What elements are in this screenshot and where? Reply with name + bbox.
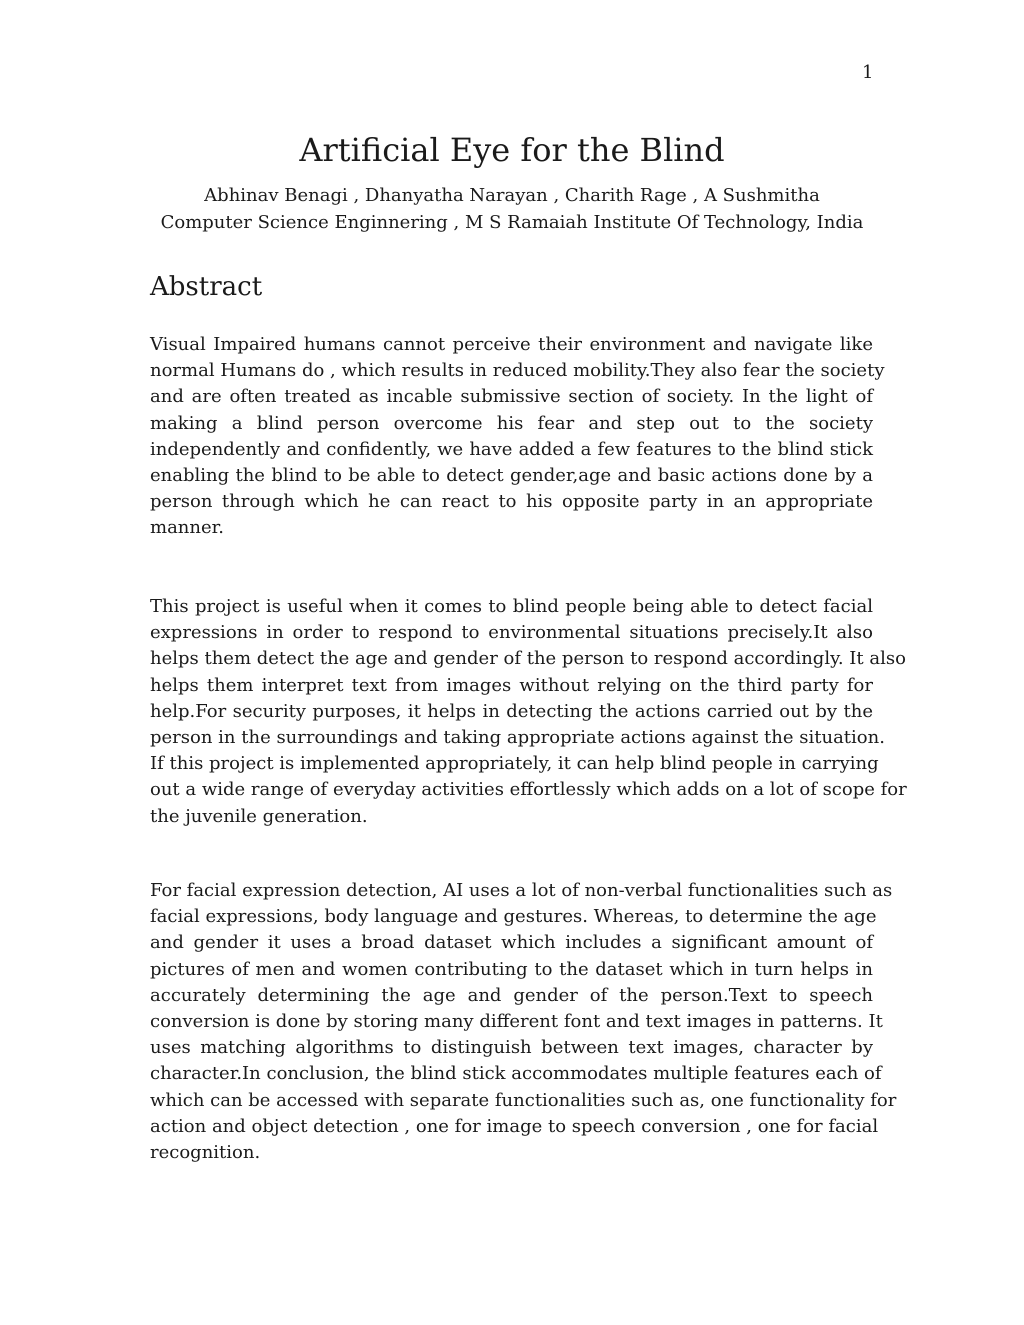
text-line: expressions in order to respond to environmental situations precisely.It also bbox=[150, 622, 873, 644]
text-line: If this project is implemented appropriately, it can help blind people in carrying bbox=[150, 753, 879, 775]
text-line: helps them interpret text from images without relying on the third party for bbox=[150, 674, 873, 696]
text-line: pictures of men and women contributing to the dataset which in turn helps in bbox=[150, 958, 873, 980]
text-line: normal Humans do , which results in reduced mobility.They also fear the society bbox=[150, 360, 885, 382]
author-list: Abhinav Benagi , Dhanyatha Narayan , Charith Rage , A Sushmitha bbox=[204, 185, 820, 206]
text-line: person in the surroundings and taking appropriate actions against the situation. bbox=[150, 727, 885, 749]
text-line: making a blind person overcome his fear and step out to the society bbox=[150, 412, 873, 434]
text-line: person through which he can react to his opposite party in an appropriate bbox=[150, 491, 873, 513]
text-line: uses matching algorithms to distinguish between text images, character by bbox=[150, 1037, 873, 1059]
text-line: action and object detection , one for image to speech conversion , one for facial bbox=[150, 1115, 879, 1137]
page-number: 1 bbox=[862, 62, 874, 83]
text-line: help.For security purposes, it helps in detecting the actions carried out by the bbox=[150, 700, 873, 722]
text-line: out a wide range of everyday activities effortlessly which adds on a lot of scope for bbox=[150, 779, 907, 801]
text-line: recognition. bbox=[150, 1142, 261, 1164]
text-line: enabling the blind to be able to detect gender,age and basic actions done by a bbox=[150, 465, 873, 487]
abstract-heading: Abstract bbox=[150, 272, 263, 302]
text-line: conversion is done by storing many different font and text images in patterns. It bbox=[150, 1011, 883, 1033]
text-line: facial expressions, body language and gestures. Whereas, to determine the age bbox=[150, 906, 877, 928]
abstract-paragraph-1 bbox=[150, 332, 885, 542]
text-line: independently and confidently, we have added a few features to the blind stick bbox=[150, 438, 873, 460]
author-affiliation: Computer Science Enginnering , M S Ramaiah Institute Of Technology, India bbox=[160, 212, 864, 233]
text-line: the juvenile generation. bbox=[150, 805, 368, 827]
paper-title: Artificial Eye for the Blind bbox=[299, 131, 725, 169]
text-line: and gender it uses a broad dataset which includes a significant amount of bbox=[150, 932, 873, 954]
text-line: helps them detect the age and gender of the person to respond accordingly. It also bbox=[150, 648, 906, 670]
text-line: Visual Impaired humans cannot perceive their environment and navigate like bbox=[150, 334, 873, 355]
text-line: For facial expression detection, AI uses a lot of non-verbal functionalities such as bbox=[150, 880, 893, 901]
text-line: manner. bbox=[150, 517, 224, 539]
abstract-paragraph-3 bbox=[150, 878, 897, 1166]
text-line: accurately determining the age and gender of the person.Text to speech bbox=[150, 984, 873, 1006]
text-line: which can be accessed with separate functionalities such as, one functionality for bbox=[150, 1089, 897, 1111]
text-line: character.In conclusion, the blind stick accommodates multiple features each of bbox=[150, 1063, 882, 1085]
text-line: This project is useful when it comes to blind people being able to detect facial bbox=[150, 596, 873, 617]
text-line: and are often treated as incable submissive section of society. In the light of bbox=[150, 386, 873, 408]
abstract-paragraph-2 bbox=[150, 594, 907, 830]
